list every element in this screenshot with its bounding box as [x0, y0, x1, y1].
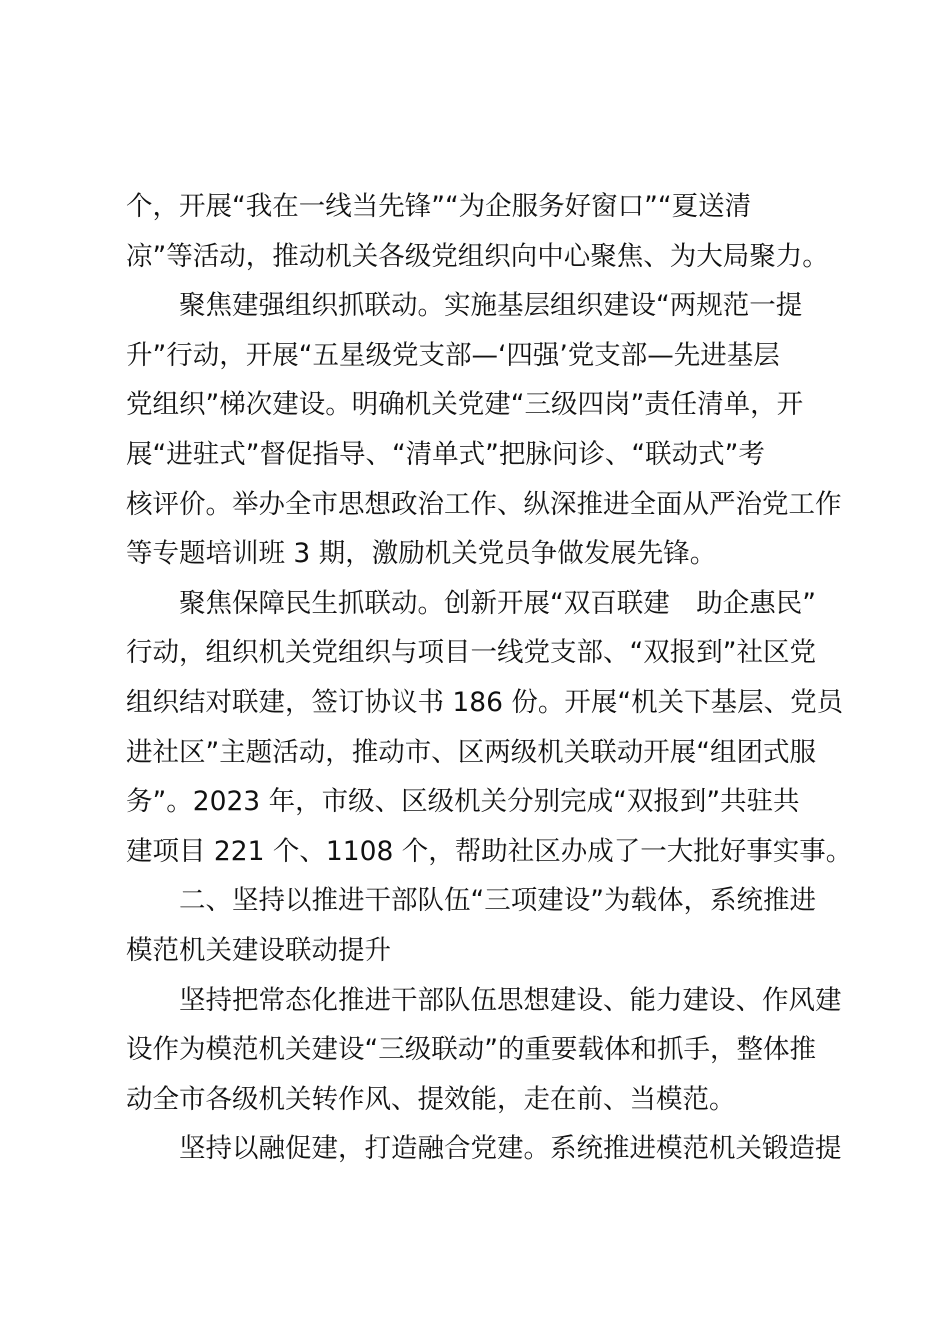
text-line: 务”。2023 年，市级、区级机关分别完成“双报到”共驻共	[126, 786, 800, 818]
text-line: 进社区”主题活动，推动市、区两级机关联动开展“组团式服	[126, 736, 816, 768]
text-line: 党组织”梯次建设。明确机关党建“三级四岗”责任清单，开	[126, 389, 804, 421]
text-line: 升”行动，开展“五星级党支部—‘四强’党支部—先进基层	[126, 339, 780, 371]
text-line: 设作为模范机关建设“三级联动”的重要载体和抓手，整体推	[126, 1034, 816, 1066]
text-line: 建项目 221 个、1108 个，帮助社区办成了一大批好事实事。	[126, 835, 853, 867]
text-line: 展“进驻式”督促指导、“清单式”把脉问诊、“联动式”考	[126, 438, 765, 470]
section-heading-line: 二、坚持以推进干部队伍“三项建设”为载体，系统推进	[179, 885, 816, 917]
paragraph-start-line: 聚焦保障民生抓联动。创新开展“双百联建 助企惠民”	[179, 587, 816, 619]
text-line: 个，开展“我在一线当先锋”“为企服务好窗口”“夏送清	[126, 191, 752, 222]
text-line: 组织结对联建，签订协议书 186 份。开展“机关下基层、党员	[126, 686, 844, 718]
text-line: 等专题培训班 3 期，激励机关党员争做发展先锋。	[126, 538, 717, 570]
paragraph-start-line: 坚持把常态化推进干部队伍思想建设、能力建设、作风建	[179, 984, 842, 1016]
section-heading-line: 模范机关建设联动提升	[126, 934, 391, 966]
text-line: 凉”等活动，推动机关各级党组织向中心聚焦、为大局聚力。	[126, 240, 829, 272]
paragraph-start-line: 聚焦建强组织抓联动。实施基层组织建设“两规范一提	[179, 290, 803, 322]
text-line: 核评价。举办全市思想政治工作、纵深推进全面从严治党工作	[126, 488, 842, 520]
paragraph-start-line: 坚持以融促建，打造融合党建。系统推进模范机关锻造提	[179, 1133, 842, 1165]
document-body	[126, 182, 853, 1174]
text-line: 行动，组织机关党组织与项目一线党支部、“双报到”社区党	[126, 637, 816, 669]
text-line: 动全市各级机关转作风、提效能，走在前、当模范。	[126, 1083, 736, 1115]
